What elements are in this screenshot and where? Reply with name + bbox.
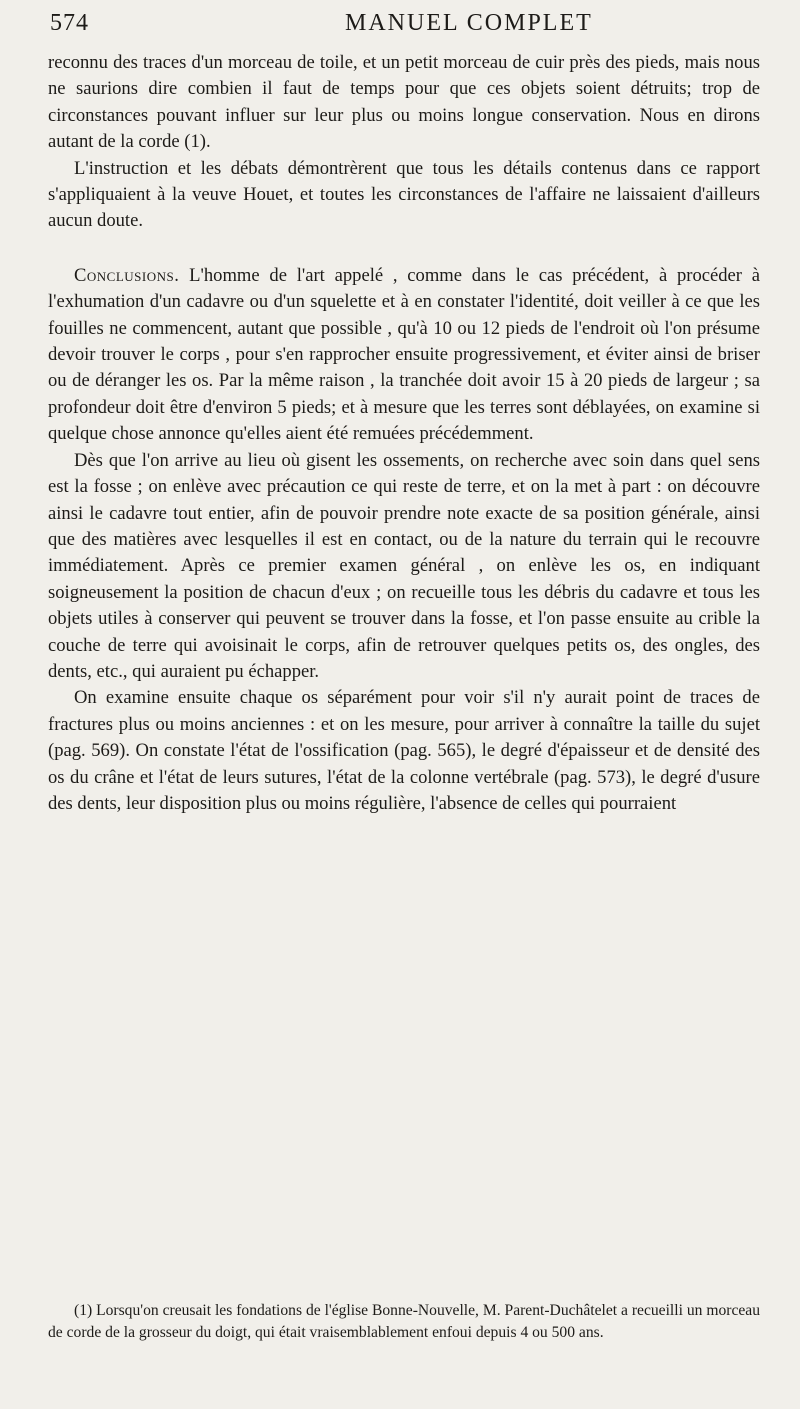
page-header [50,10,780,42]
footnote-text: (1) Lorsqu'on creusait les fondations de l'église Bonne-Nouvelle, M. Parent-Duchâtelet a recueilli un morceau de corde de la grosseur du doigt, qui était vraisemblablement enfoui depuis 4 ou 500 ans. [48,1302,760,1341]
running-head: MANUEL COMPLET [345,10,593,36]
page-number: 574 [50,10,89,36]
body-text [48,50,760,817]
paragraph-1: reconnu des traces d'un morceau de toile, et un petit morceau de cuir près des pieds, mais nous ne saurions dire combien il faut de temps pour que ces objets soient détruits; trop de circonstances pouvant influer sur leur plus ou moins longue conservation. Nous en dirons autant de la corde (1). [48,52,760,153]
footnote [48,1300,760,1344]
paragraph-5: On examine ensuite chaque os séparément pour voir s'il n'y aurait point de traces de fractures plus ou moins anciennes : et on les mesure, pour arriver à connaître la taille du sujet (pag. 569). On constate l'état de l'ossification (pag. 565), le degré d'épaisseur et de densité des os du crâne et l'état de leurs sutures, l'état de la colonne vertébrale (pag. 573), le degré d'usure des dents, leur disposition plus ou moins régulière, l'absence de celles qui pourraient [48,687,760,814]
paragraph-2: L'instruction et les débats démontrèrent que tous les détails contenus dans ce rapport s'appliquaient à la veuve Houet, et toutes les circonstances de l'affaire ne laissaient d'ailleurs aucun doute. [48,157,760,232]
paragraph-conclusions-text: L'homme de l'art appelé , comme dans le cas précédent, à procéder à l'exhumation d'un cadavre ou d'un squelette et à en constater l'identité, doit veiller à ce que les fouilles ne commencent, autant que possible , qu'à 10 ou 12 pieds de l'endroit où l'on présume devoir trouver le corps , pour s'en rapprocher ensuite progressivement, et éviter ainsi de briser ou de déranger les os. Par la même raison , la tranchée doit avoir 15 à 20 pieds de largeur ; sa profondeur doit être d'environ 5 pieds; et à mesure que les terres sont déblayées, on examine si quelque chose annonce qu'elles aient été remuées précédemment. [48,264,760,445]
paragraph-4: Dès que l'on arrive au lieu où gisent les ossements, on recherche avec soin dans quel sens est la fosse ; on enlève avec précaution ce qui reste de terre, et on la met à part : on découvre ainsi le cadavre tout entier, afin de pouvoir prendre note exacte de sa position générale, ainsi que des matières avec lesquelles il est en contact, ou de la nature du terrain qui le recouvre immédiatement. Après ce premier examen général , on enlève les os, en indiquant soigneusement la position de chacun d'eux ; on recueille tous les débris du cadavre et tous les objets utiles à conserver qui peuvent se trouver dans la fosse, et l'on passe ensuite au crible la couche de terre qui avoisinait le corps, afin de retrouver quelques petits os, des ongles, des dents, etc., qui auraient pu échapper. [48,449,760,682]
paragraph-conclusions [48,263,760,448]
section-lead-conclusions: Conclusions. [74,264,180,286]
